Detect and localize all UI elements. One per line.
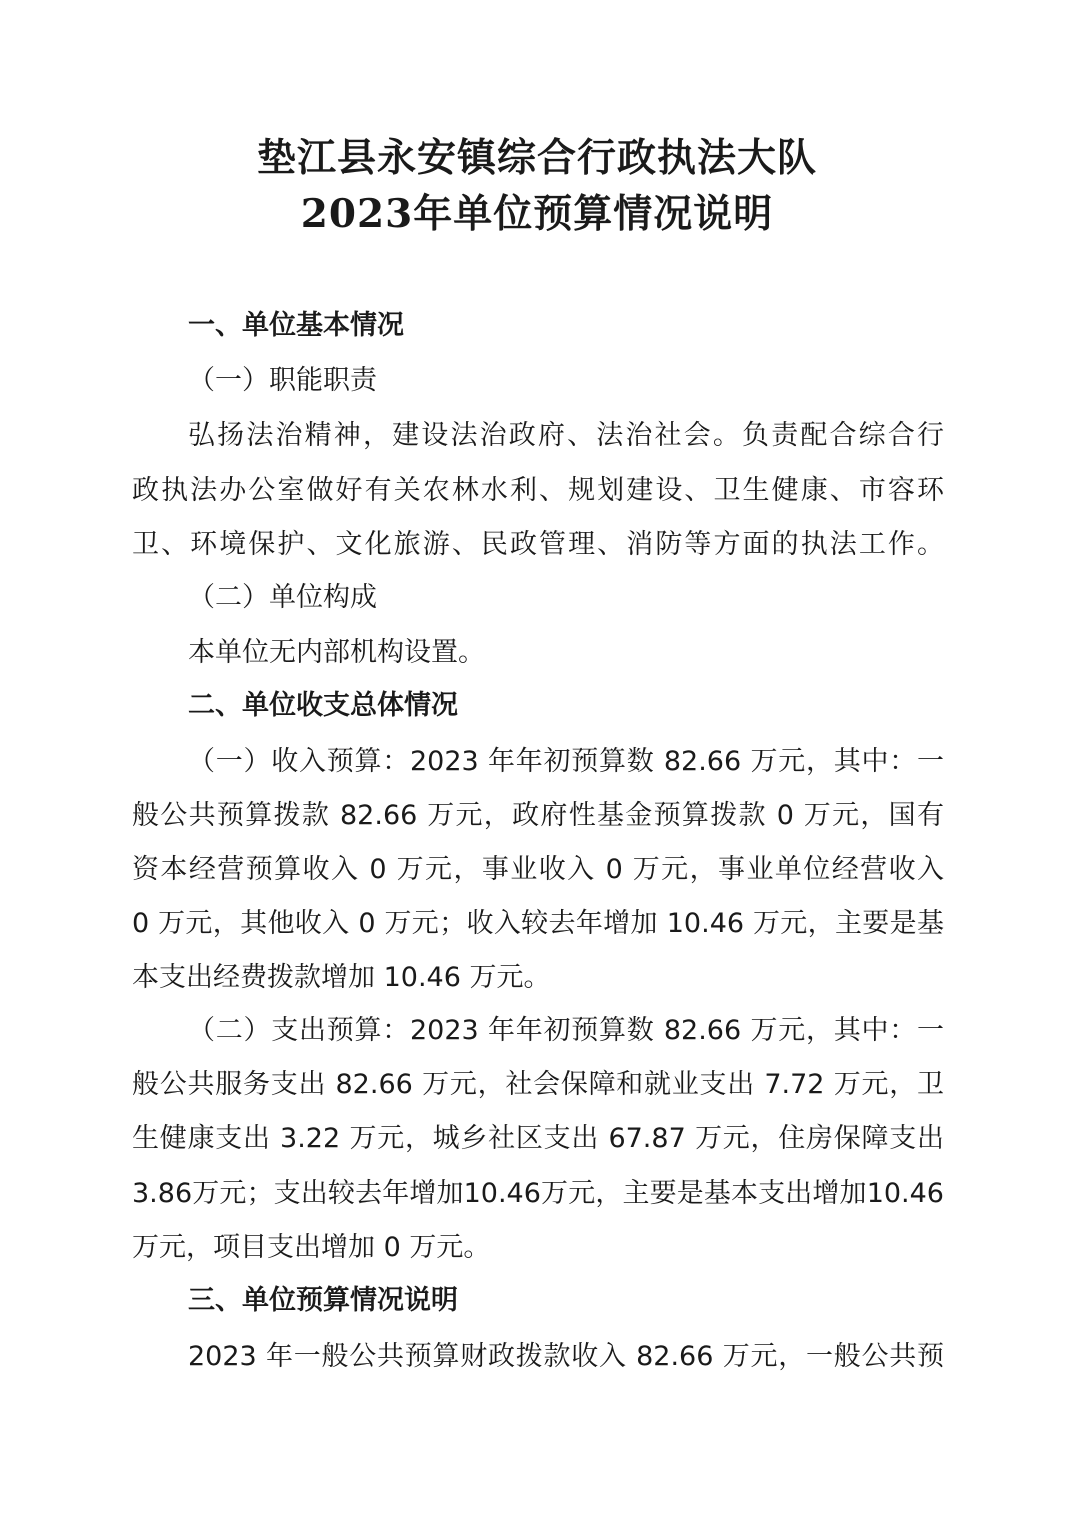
paragraph-line: 本支出经费拨款增加 10.46 万元。 xyxy=(132,962,551,993)
paragraph-line: 卫、环境保护、文化旅游、民政管理、消防等方面的执法工作。 xyxy=(132,529,944,560)
paragraph-line: 般公共服务支出 82.66 万元，社会保障和就业支出 7.72 万元，卫 xyxy=(132,1069,944,1100)
paragraph-line: 0 万元，其他收入 0 万元；收入较去年增加 10.46 万元，主要是基 xyxy=(132,908,944,939)
paragraph-line: 本单位无内部机构设置。 xyxy=(188,637,485,668)
paragraph-line: 般公共预算拨款 82.66 万元，政府性基金预算拨款 0 万元，国有 xyxy=(132,800,944,831)
paragraph-line: （二）支出预算：2023 年年初预算数 82.66 万元，其中：一 xyxy=(188,1015,944,1046)
section1-sub2-heading: （二）单位构成 xyxy=(188,582,377,613)
paragraph-line: 3.86万元；支出较去年增加10.46万元，主要是基本支出增加10.46 xyxy=(132,1178,944,1209)
section1-heading: 一、单位基本情况 xyxy=(188,310,404,341)
paragraph-line: 政执法办公室做好有关农林水利、规划建设、卫生健康、市容环 xyxy=(132,475,944,506)
section2-heading: 二、单位收支总体情况 xyxy=(188,690,458,721)
paragraph-line: 万元，项目支出增加 0 万元。 xyxy=(132,1232,491,1263)
paragraph-line: 2023 年一般公共预算财政拨款收入 82.66 万元，一般公共预 xyxy=(188,1341,944,1372)
paragraph-line: 弘扬法治精神，建设法治政府、法治社会。负责配合综合行 xyxy=(188,420,944,451)
document-title-line2: 2023年单位预算情况说明 xyxy=(300,191,774,237)
section3-heading: 三、单位预算情况说明 xyxy=(188,1285,458,1316)
paragraph-line: （一）收入预算：2023 年年初预算数 82.66 万元，其中：一 xyxy=(188,746,944,777)
section1-sub1-heading: （一）职能职责 xyxy=(188,365,377,396)
document-title-line1: 垫江县永安镇综合行政执法大队 xyxy=(256,135,817,181)
paragraph-line: 资本经营预算收入 0 万元，事业收入 0 万元，事业单位经营收入 xyxy=(132,854,944,885)
paragraph-line: 生健康支出 3.22 万元，城乡社区支出 67.87 万元，住房保障支出 xyxy=(132,1123,944,1154)
